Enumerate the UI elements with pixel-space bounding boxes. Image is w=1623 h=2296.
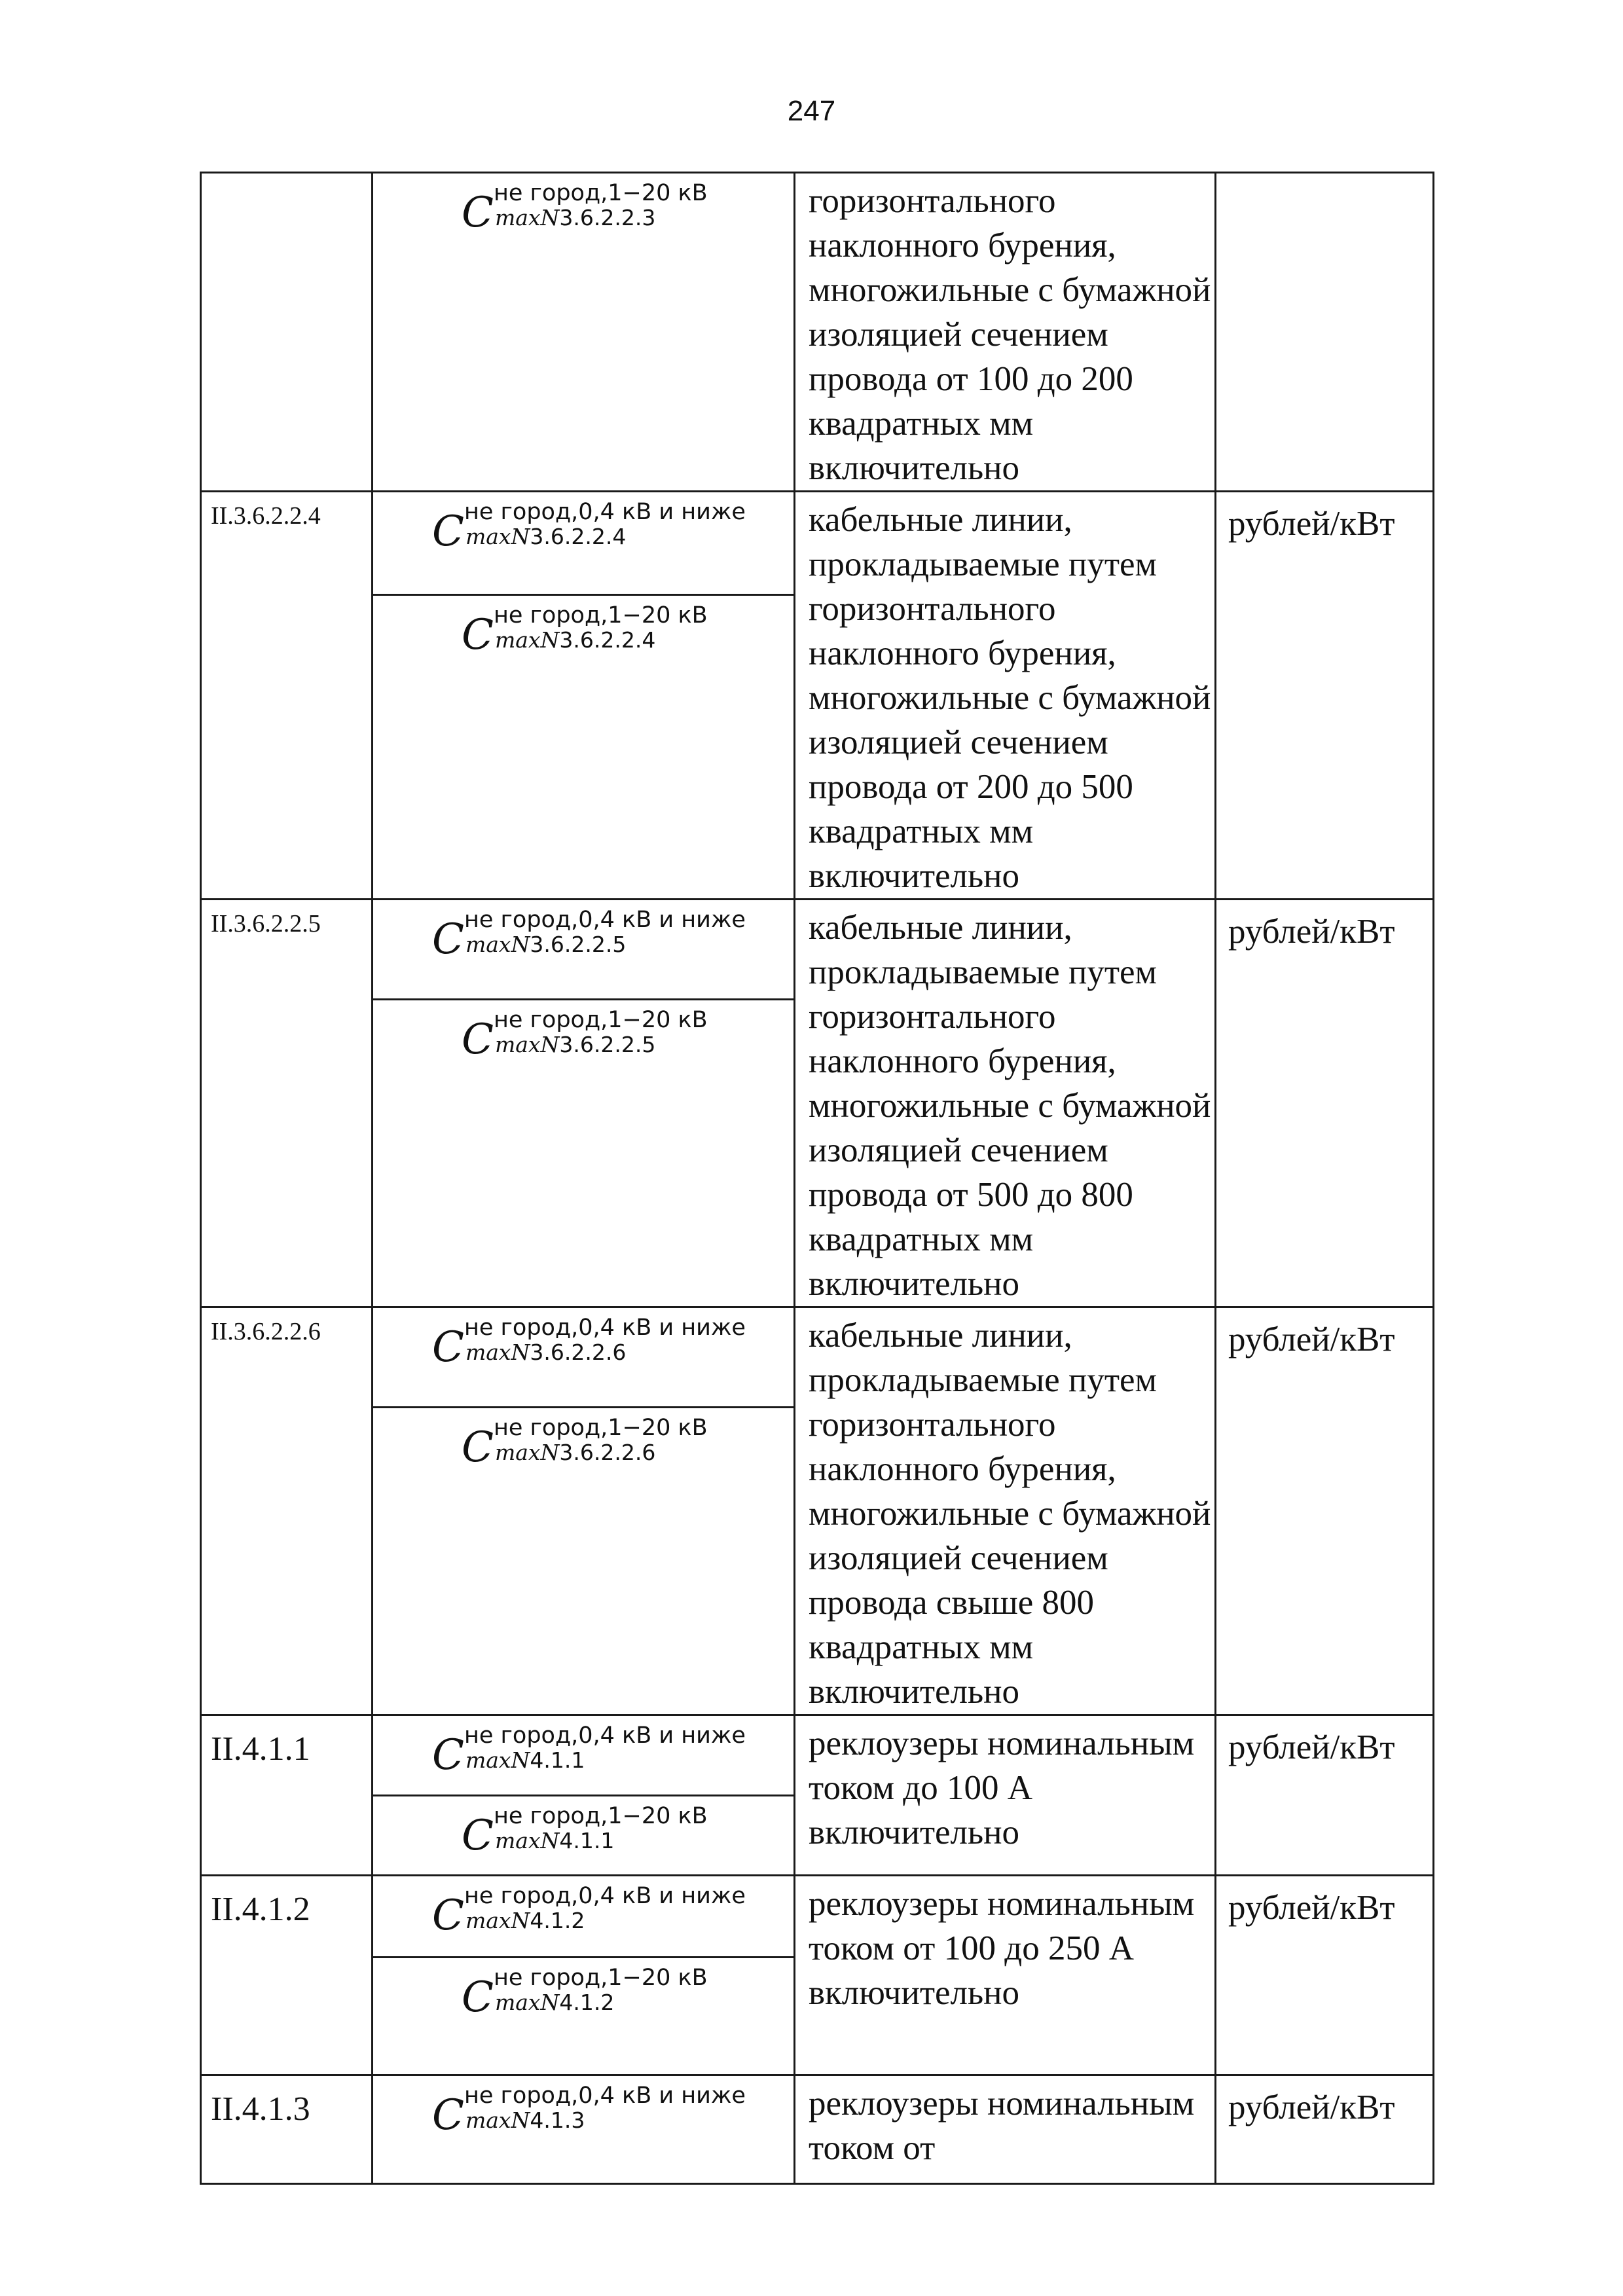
formula-medium-voltage: C не город,1−20 кВ maxN4.1.1 [462,1803,708,1860]
unit-cell: рублей/кВт [1216,1876,1434,2075]
unit-cell: рублей/кВт [1216,2075,1434,2184]
description-cell: реклоузеры номинальным током до 100 А включительно [795,1715,1216,1876]
unit-cell: рублей/кВт [1216,900,1434,1307]
code-cell: II.3.6.2.2.4 [201,492,373,900]
table-row [201,1307,1434,1715]
formula-medium-voltage: C не город,1−20 кВ maxN3.6.2.2.3 [462,180,708,237]
unit-cell: рублей/кВт [1216,1307,1434,1715]
formula-cell [373,900,795,1307]
page-number: 247 [787,95,836,127]
formula-cell [373,492,795,900]
code-cell [201,173,373,492]
formula-low-voltage: C не город,0,4 кВ и ниже maxN3.6.2.2.5 [432,907,746,964]
formula-cell [373,2075,795,2184]
formula-medium-voltage: C не город,1−20 кВ maxN3.6.2.2.6 [462,1415,708,1472]
code-cell: II.4.1.2 [201,1876,373,2075]
description-cell: горизонтального наклонного бурения, многожильные с бумажной изоляцией сечением провода от 100 до 200 квадратных мм включительно [795,173,1216,492]
formula-low-voltage: C не город,0,4 кВ и ниже maxN4.1.3 [432,2083,746,2140]
formula-medium-voltage: C не город,1−20 кВ maxN3.6.2.2.4 [462,602,708,659]
table-row [201,1876,1434,2075]
formula-low-voltage: C не город,0,4 кВ и ниже maxN3.6.2.2.6 [432,1315,746,1372]
formula-low-voltage: C не город,0,4 кВ и ниже maxN4.1.1 [432,1722,746,1779]
formula-medium-voltage: C не город,1−20 кВ maxN3.6.2.2.5 [462,1007,708,1064]
description-cell: реклоузеры номинальным током от [795,2075,1216,2184]
description-cell: кабельные линии, прокладываемые путем горизонтального наклонного бурения, многожильные с бумажной изоляцией сечением провода от 200 до 500 квадратных мм включительно [795,492,1216,900]
formula-low-voltage: C не город,0,4 кВ и ниже maxN4.1.2 [432,1883,746,1940]
tariff-table [200,172,1434,2185]
code-cell: II.3.6.2.2.6 [201,1307,373,1715]
description-cell: кабельные линии, прокладываемые путем горизонтального наклонного бурения, многожильные с бумажной изоляцией сечением провода от 500 до 800 квадратных мм включительно [795,900,1216,1307]
formula-low-voltage: C не город,0,4 кВ и ниже maxN3.6.2.2.4 [432,499,746,556]
unit-cell: рублей/кВт [1216,492,1434,900]
table-row [201,2075,1434,2184]
formula-cell [373,1307,795,1715]
table-row [201,1715,1434,1876]
unit-cell: рублей/кВт [1216,1715,1434,1876]
code-cell: II.4.1.1 [201,1715,373,1876]
formula-cell [373,1715,795,1876]
description-cell: кабельные линии, прокладываемые путем горизонтального наклонного бурения, многожильные с бумажной изоляцией сечением провода свыше 800 квадратных мм включительно [795,1307,1216,1715]
description-cell: реклоузеры номинальным током от 100 до 250 А включительно [795,1876,1216,2075]
unit-cell [1216,173,1434,492]
table-row [201,900,1434,1307]
code-cell: II.4.1.3 [201,2075,373,2184]
table-row [201,173,1434,492]
formula-cell [373,1876,795,2075]
table-row [201,492,1434,900]
formula-medium-voltage: C не город,1−20 кВ maxN4.1.2 [462,1965,708,2022]
formula-cell [373,173,795,492]
code-cell: II.3.6.2.2.5 [201,900,373,1307]
